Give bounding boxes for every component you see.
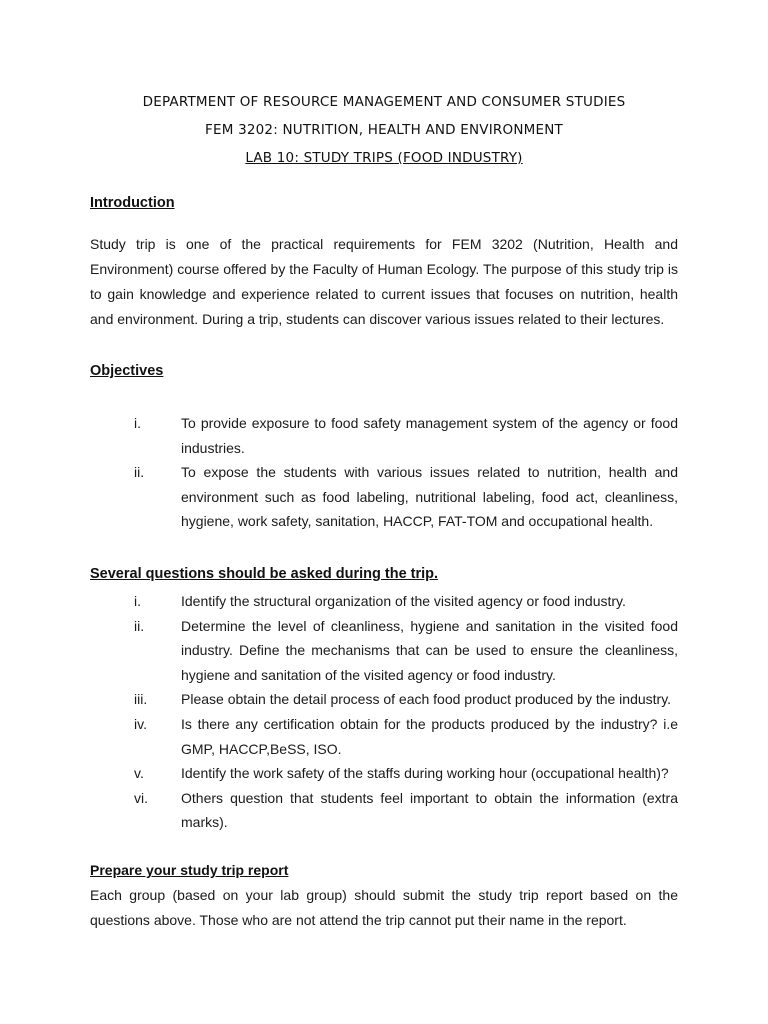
question-item	[90, 687, 678, 712]
objective-text: To provide exposure to food safety management system of the agency or food industries.	[181, 415, 678, 456]
lab-title	[0, 150, 768, 166]
question-text: Is there any certification obtain for the products produced by the industry? i.e GMP, HACCP,BeSS, ISO.	[181, 715, 678, 757]
question-item	[90, 786, 678, 835]
list-number: vi.	[134, 789, 148, 806]
objectives-heading: Objectives	[90, 363, 164, 379]
question-text: Identify the structural organization of the visited agency or food industry.	[181, 593, 626, 609]
list-number: ii.	[134, 617, 145, 634]
questions-heading	[90, 566, 438, 582]
objective-text: To expose the students with various issues related to nutrition, health and environment such as food labeling, nutritional labeling, food act, cleanliness, hygiene, work safety, sanitation, HACCP, FAT-TOM and occupational health.	[181, 464, 678, 530]
question-text: Please obtain the detail process of each food product produced by the industry.	[181, 691, 672, 708]
question-text: Determine the level of cleanliness, hygiene and sanitation in the visited food industry. Define the mechanisms that can be used to ensure the cleanliness, hygiene and sanitation of the visited agency or food industry.	[181, 617, 678, 683]
list-number: iii.	[134, 691, 148, 708]
department-title: DEPARTMENT OF RESOURCE MANAGEMENT AND CONSUMER STUDIES	[142, 94, 626, 110]
report-heading: Prepare your study trip report	[90, 862, 289, 878]
question-text: Identify the work safety of the staffs during working hour (occupational health)?	[181, 765, 669, 782]
questions-heading-text: Several questions should be asked during the trip	[90, 566, 435, 582]
question-item	[90, 614, 678, 688]
introduction-paragraph: Study trip is one of the practical requirements for FEM 3202 (Nutrition, Health and Environment) course offered by the Faculty of Human Ecology. The purpose of this study trip is to gain knowledge and experience related to current issues that focuses on nutrition, health and environment. During a trip, students can discover various issues related to their lectures.	[90, 236, 678, 327]
question-item	[90, 589, 678, 614]
question-item	[90, 761, 678, 786]
question-text: Others question that students feel important to obtain the information (extra marks).	[181, 789, 678, 831]
list-number: i.	[134, 593, 141, 609]
objective-item	[90, 460, 678, 534]
list-number: v.	[134, 765, 144, 782]
list-number: iv.	[134, 715, 147, 732]
lab-title-text: LAB 10: STUDY TRIPS (FOOD INDUSTRY)	[245, 150, 523, 166]
questions-list	[90, 589, 678, 835]
list-number: i.	[134, 415, 141, 431]
course-title: FEM 3202: NUTRITION, HEALTH AND ENVIRONMENT	[205, 122, 563, 138]
report-paragraph: Each group (based on your lab group) should submit the study trip report based on the questions above. Those who are not attend the trip cannot put their name in the report.	[90, 887, 678, 928]
introduction-heading: Introduction	[90, 195, 175, 211]
questions-heading-period: .	[434, 566, 439, 582]
question-item	[90, 712, 678, 761]
objective-item	[90, 411, 678, 460]
objectives-list	[90, 411, 678, 534]
list-number: ii.	[134, 464, 145, 481]
